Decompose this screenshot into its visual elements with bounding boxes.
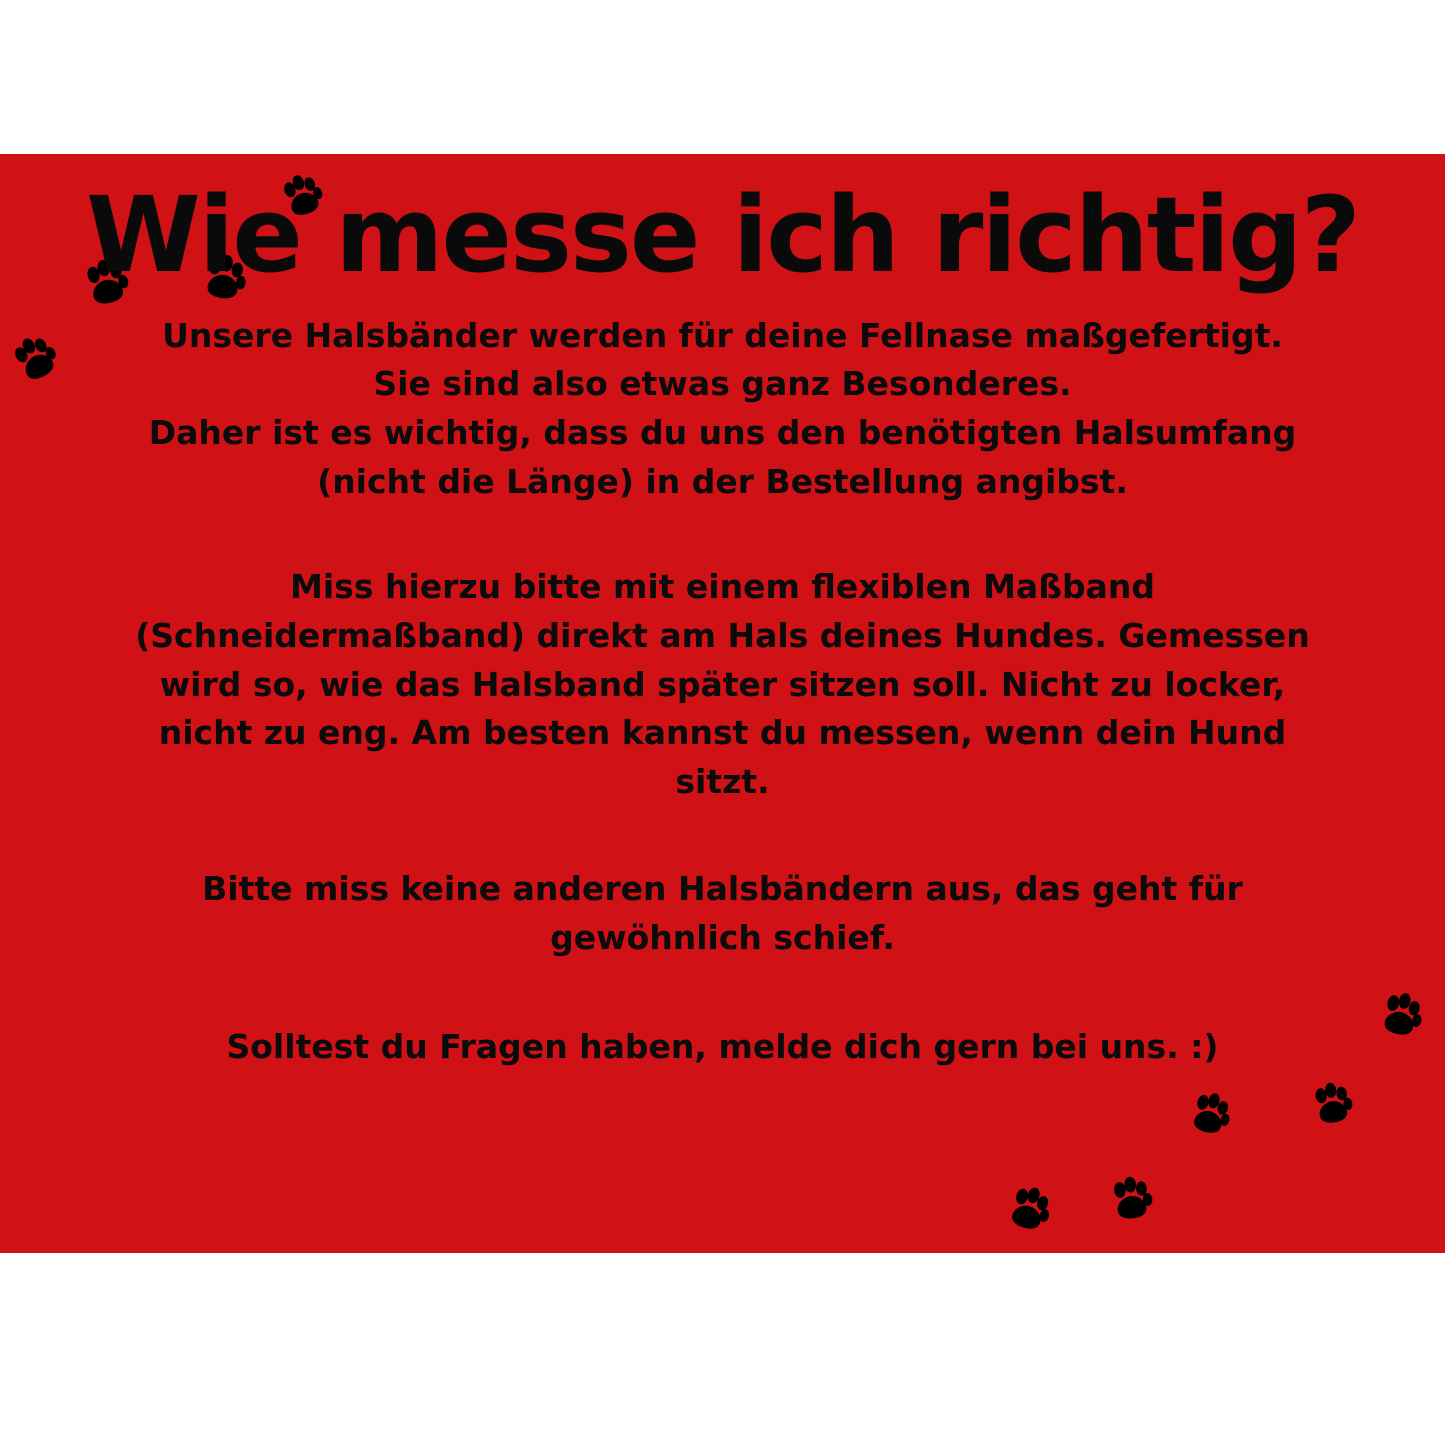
poster-content: [0, 154, 1445, 1253]
poster-card: [0, 154, 1445, 1253]
intro-line: Daher ist es wichtig, dass du uns den benötigten Halsumfang: [148, 413, 1297, 453]
intro-line: Unsere Halsbänder werden für deine Fellnase maßgefertigt.: [162, 315, 1283, 355]
intro-paragraph: [0, 312, 1445, 507]
intro-line: Sie sind also etwas ganz Besonderes.: [373, 364, 1072, 404]
contact-paragraph: Solltest du Fragen haben, melde dich gern bei uns. :): [226, 1026, 1219, 1066]
page-title: Wie messe ich richtig?: [86, 174, 1359, 296]
other-collars-warning-paragraph: Bitte miss keine anderen Halsbändern aus, das geht für gewöhnlich schief.: [202, 869, 1243, 957]
measuring-instructions-paragraph: Miss hierzu bitte mit einem flexiblen Maßband (Schneidermaßband) direkt am Hals deines Hundes. Gemessen wird so, wie das Halsband später sitzen soll. Nicht zu locker, nicht zu eng. Am besten kannst du messen, wenn dein Hund sitzt.: [135, 566, 1310, 802]
intro-line: (nicht die Länge) in der Bestellung angibst.: [317, 462, 1128, 502]
